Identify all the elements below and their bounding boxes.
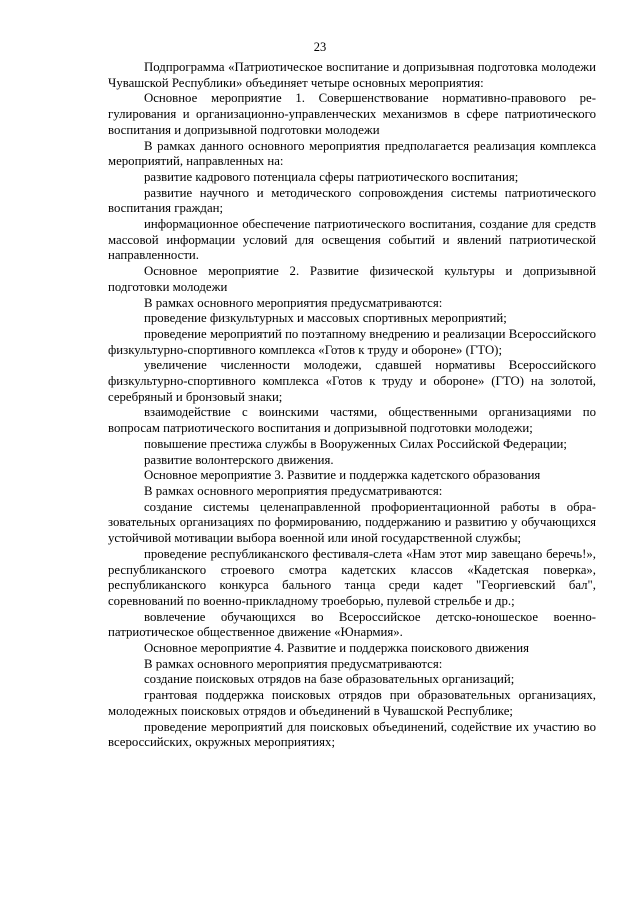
paragraph: проведение физкультурных и массовых спортивных мероприятий; (144, 311, 507, 326)
paragraph: создание системы целенаправленной профориентационной работы в образовательных организациях по формированию, поддержанию и развитию у обучающихся устойчивой мотивации выбора военной или иной государственной службы; (108, 499, 596, 546)
paragraph: грантовая поддержка поисковых отрядов при образовательных организациях, молодежных поисковых отрядов и объединений в Чувашской Республике; (108, 688, 596, 718)
paragraph: проведение республиканского фестиваля-слета «Нам этот мир завещано беречь!», республиканского строевого смотра кадетских классов «Кадетская поверка», республиканского конкурса бального танца среди кадет "Георгиевский бал", соревнований по военно-прикладному троеборью, пулевой стрельбе и др.; (108, 546, 596, 608)
paragraph: взаимодействие с воинскими частями, общественными организациями по вопросам патриотического воспитания и допризывной подготовки молодежи; (108, 405, 596, 436)
paragraph: Основное мероприятие 3. Развитие и поддержка кадетского образования (144, 468, 541, 483)
paragraph: проведение мероприятий для поисковых объединений, содействие их участию во всероссийских, окружных мероприятиях; (108, 719, 596, 750)
paragraph: увеличение численности молодежи, сдавшей нормативы Всероссийского физкультурно-спортивного комплекса «Готов к труду и обороне» (ГТО) на золотой, серебряный и бронзовый знаки; (108, 358, 596, 404)
paragraph: В рамках основного мероприятия предусматриваются: (144, 656, 443, 671)
paragraph: Основное мероприятие 4. Развитие и поддержка поискового движения (144, 641, 529, 656)
paragraph: развитие кадрового потенциала сферы патриотического воспитания; (144, 169, 519, 184)
paragraph: В рамках основного мероприятия предусматриваются: (144, 295, 443, 310)
paragraph: создание поисковых отрядов на базе образовательных организаций; (144, 672, 515, 687)
paragraph: проведение мероприятий по поэтапному внедрению и реализации Всероссийского физкультурно-спортивного комплекса «Готов к труду и обороне» (ГТО); (108, 326, 596, 357)
paragraph: развитие научного и методического сопровождения системы патриотического воспитания граждан; (108, 185, 596, 216)
paragraph: Подпрограмма «Патриотическое воспитание и допризывная подготовка молодежи Чувашской Республики» объединяет четыре основных мероприятия: (108, 60, 596, 90)
paragraph: информационное обеспечение патриотического воспитания, создание для средств массовой информации условий для освещения событий и явлений патриотической направленности. (108, 217, 596, 263)
paragraph: Основное мероприятие 1. Совершенствование нормативно-правового регулирования и организационно-управленческих механизмов в сфере патриотического воспитания и допризывной подготовки молодежи (108, 91, 596, 137)
paragraph: Основное мероприятие 2. Развитие физической культуры и допризывной подготовки молодежи (108, 264, 596, 294)
paragraph: В рамках основного мероприятия предусматриваются: (144, 483, 443, 498)
page-body (108, 60, 596, 751)
paragraph: повышение престижа службы в Вооруженных Силах Российской Федерации; (144, 436, 567, 451)
paragraph: В рамках данного основного мероприятия предполагается реализация комплекса мероприятий, направленных на: (108, 138, 596, 169)
paragraph: развитие волонтерского движения. (144, 452, 334, 467)
paragraph: вовлечение обучающихся во Всероссийское детско-юношеское военно-патриотическое общественное движение «Юнармия». (108, 609, 596, 640)
page-number: 23 (313, 40, 327, 54)
